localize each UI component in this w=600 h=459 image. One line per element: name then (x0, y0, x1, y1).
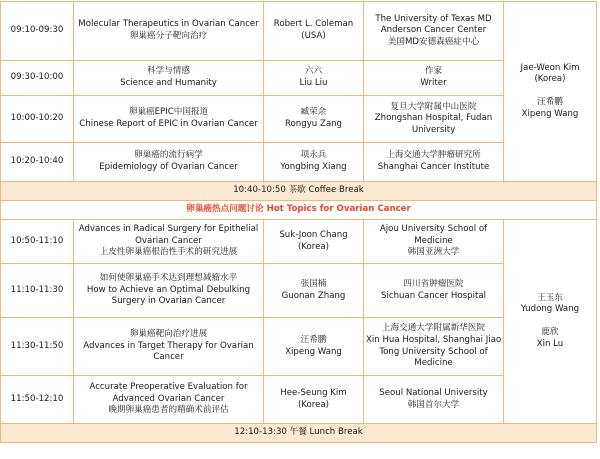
session-time: 10:20-10:40 (1, 143, 74, 182)
table-row (1, 2, 597, 61)
moderators-cell-2: 王玉东 Yudong Wang 鹿欣 Xin Lu (504, 220, 597, 424)
session-time: 10:50-11:10 (1, 220, 74, 264)
session-affiliation: 复旦大学附属中山医院 Zhongshan Hospital, Fudan University (364, 96, 504, 143)
session-speaker: 臧荣余 Rongyu Zang (264, 96, 364, 143)
session-topic: Advances in Radical Surgery for Epithelial Ovarian Cancer 上皮性卵巢癌根治性手术的研究进展 (74, 220, 264, 264)
lunch-break-label: 12:10-13:30 午餐 Lunch Break (1, 424, 597, 443)
session-topic: 科学与情感 Science and Humanity (74, 61, 264, 96)
session-time: 11:30-11:50 (1, 318, 74, 376)
session-time: 09:30-10:00 (1, 61, 74, 96)
session-affiliation: 四川省肿瘤医院 Sichuan Cancer Hospital (364, 264, 504, 318)
schedule-table (0, 1, 597, 443)
session-speaker: 项永兵 Yongbing Xiang (264, 143, 364, 182)
session-topic: 卵巢癌EPIC中国报道 Chinese Report of EPIC in Ovarian Cancer (74, 96, 264, 143)
session-topic: 卵巢癌靶向治疗进展 Advances in Target Therapy for Ovarian Cancer (74, 318, 264, 376)
session-time: 09:10-09:30 (1, 2, 74, 61)
session-affiliation: Seoul National University 韩国首尔大学 (364, 376, 504, 424)
moderators-cell-1: Jae-Weon Kim (Korea) 汪希鹏 Xipeng Wang (504, 2, 597, 182)
session-time: 11:50-12:10 (1, 376, 74, 424)
lunch-break-row (1, 424, 597, 443)
session-affiliation: The University of Texas MD Anderson Cancer Center 美国MD安德森癌症中心 (364, 2, 504, 61)
session-speaker: 张国楠 Guonan Zhang (264, 264, 364, 318)
session-speaker: 汪希鹏 Xipeng Wang (264, 318, 364, 376)
coffee-break-row (1, 182, 597, 201)
session-affiliation: Ajou University School of Medicine 韩国亚洲大学 (364, 220, 504, 264)
session-time: 10:00-10:20 (1, 96, 74, 143)
session-topic: 如何使卵巢癌手术达到理想减瘤水平 How to Achieve an Optimal Debulking Surgery in Ovarian Cancer (74, 264, 264, 318)
session-topic: Accurate Preoperative Evaluation for Advanced Ovarian Cancer 晚期卵巢癌患者的精确术前评估 (74, 376, 264, 424)
section-title: 卵巢癌热点问题讨论 Hot Topics for Ovarian Cancer (1, 201, 597, 220)
session-speaker: Robert L. Coleman (USA) (264, 2, 364, 61)
session-affiliation: 上海交通大学附属新华医院 Xin Hua Hospital, Shanghai Jiao Tong University School of Medicine (364, 318, 504, 376)
session-topic: 卵巢癌的流行病学 Epidemiology of Ovarian Cancer (74, 143, 264, 182)
session-time: 11:10-11:30 (1, 264, 74, 318)
coffee-break-label: 10:40-10:50 茶歇 Coffee Break (1, 182, 597, 201)
session-speaker: 六六 Liu Liu (264, 61, 364, 96)
section-title-row (1, 201, 597, 220)
session-speaker: Hee-Seung Kim (Korea) (264, 376, 364, 424)
session-topic: Molecular Therapeutics in Ovarian Cancer 卵巢癌分子靶向治疗 (74, 2, 264, 61)
table-row (1, 220, 597, 264)
session-affiliation: 上海交通大学肿瘤研究所 Shanghai Cancer Institute (364, 143, 504, 182)
session-affiliation: 作家 Writer (364, 61, 504, 96)
session-speaker: Suk-Joon Chang (Korea) (264, 220, 364, 264)
